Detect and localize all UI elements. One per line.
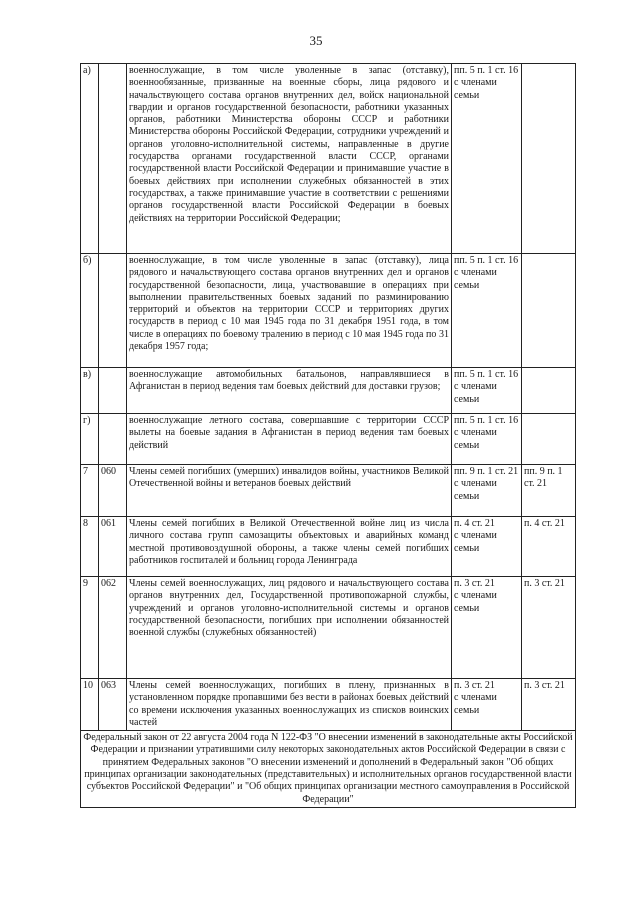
row-number: г): [81, 414, 99, 465]
table-row: [81, 679, 576, 731]
row-number: в): [81, 368, 99, 414]
row-description: военнослужащие летного состава, совершавшие с территории СССР вылеты на боевые задания в Афганистан в период ведения там боевых действий: [127, 414, 452, 465]
row-code: 060: [99, 465, 127, 517]
row-code: [99, 368, 127, 414]
row-law-reference: п. 3 ст. 21 с членами семьи: [452, 577, 522, 679]
row-number: 7: [81, 465, 99, 517]
table-row: [81, 577, 576, 679]
page-number: 35: [309, 33, 323, 48]
table-body: [81, 64, 576, 808]
row-cross-reference: [522, 64, 576, 254]
row-description: военнослужащие автомобильных батальонов, направлявшиеся в Афганистан в период ведения там боевых действий для доставки грузов;: [127, 368, 452, 414]
row-code: 063: [99, 679, 127, 731]
row-description: военнослужащие, в том числе уволенные в запас (отставку), военнообязанные, призванные на военные сборы, лица рядового и начальствующего состава органов внутренних дел, войск национальной гвардии и органов государственной безопасности, работники указанных органов, работники Министерства обороны СССР и работники Министерства обороны Российской Федерации, сотрудники учреждений и органов уголовно-исполнительной системы, направленные в другие государства органами государственной власти СССР, органами государственной власти Российской Федерации и принимавшие участие в боевых действиях при исполнении служебных обязанностей в этих государствах, а также принимавшие участие в соответствии с решениями органов государственной власти Российской Федерации в боевых действиях на территории Российской Федерации;: [127, 64, 452, 254]
table-row: [81, 465, 576, 517]
table-row: [81, 517, 576, 577]
row-number: 9: [81, 577, 99, 679]
table-row: [81, 414, 576, 465]
row-description: военнослужащие, в том числе уволенные в запас (отставку), лица рядового и начальствующего состава органов внутренних дел и органов государственной безопасности, лица, участвовавшие в операциях при выполнении правительственных боевых заданий по разминированию территорий и объектов на территории СССР и территориях других государств в период с 10 мая 1945 года по 31 декабря 1951 года, в том числе в операциях по боевому тралению в период с 10 мая 1945 года по 31 декабря 1957 года;: [127, 254, 452, 368]
row-code: [99, 414, 127, 465]
row-cross-reference: п. 3 ст. 21: [522, 679, 576, 731]
row-number: б): [81, 254, 99, 368]
benefits-table: [80, 63, 576, 808]
row-law-reference: пп. 5 п. 1 ст. 16 с членами семьи: [452, 414, 522, 465]
footer-note: Федеральный закон от 22 августа 2004 года N 122-ФЗ "О внесении изменений в законодательные акты Российской Федерации и признании утратившими силу некоторых законодательных актов Российской Федерации в связи с принятием Федеральных законов "О внесении изменений и дополнений в Федеральный закон "Об общих принципах организации законодательных (представительных) и исполнительных органов государственной власти субъектов Российской Федерации" и "Об общих принципах организации местного самоуправления в Российской Федерации": [81, 731, 576, 808]
row-law-reference: пп. 5 п. 1 ст. 16 с членами семьи: [452, 64, 522, 254]
row-code: [99, 64, 127, 254]
table-row: [81, 254, 576, 368]
table-row: [81, 64, 576, 254]
row-number: 10: [81, 679, 99, 731]
table-row: [81, 368, 576, 414]
footer-note-row: [81, 731, 576, 808]
row-cross-reference: п. 4 ст. 21: [522, 517, 576, 577]
row-number: 8: [81, 517, 99, 577]
row-law-reference: п. 4 ст. 21 с членами семьи: [452, 517, 522, 577]
row-description: Члены семей погибших (умерших) инвалидов войны, участников Великой Отечественной войны и ветеранов боевых действий: [127, 465, 452, 517]
row-description: Члены семей погибших в Великой Отечественной войне лиц из числа личного состава групп самозащиты объектовых и аварийных команд местной противовоздушной обороны, а также члены семей погибших работников госпиталей и больниц города Ленинграда: [127, 517, 452, 577]
row-number: а): [81, 64, 99, 254]
row-cross-reference: п. 3 ст. 21: [522, 577, 576, 679]
row-description: Члены семей военнослужащих, погибших в плену, признанных в установленном порядке пропавшими без вести в районах боевых действий со времени исключения указанных военнослужащих из списков воинских частей: [127, 679, 452, 731]
row-law-reference: пп. 5 п. 1 ст. 16 с членами семьи: [452, 254, 522, 368]
row-cross-reference: [522, 414, 576, 465]
row-code: [99, 254, 127, 368]
row-code: 061: [99, 517, 127, 577]
row-law-reference: пп. 9 п. 1 ст. 21 с членами семьи: [452, 465, 522, 517]
row-law-reference: пп. 5 п. 1 ст. 16 с членами семьи: [452, 368, 522, 414]
row-law-reference: п. 3 ст. 21 с членами семьи: [452, 679, 522, 731]
row-cross-reference: [522, 254, 576, 368]
row-code: 062: [99, 577, 127, 679]
row-description: Члены семей военнослужащих, лиц рядового и начальствующего состава органов внутренних дел, Государственной противопожарной службы, учреждений и органов уголовно-исполнительной системы и органов государственной безопасности, погибших при исполнении обязанностей военной службы (служебных обязанностей): [127, 577, 452, 679]
row-cross-reference: [522, 368, 576, 414]
row-cross-reference: пп. 9 п. 1 ст. 21: [522, 465, 576, 517]
